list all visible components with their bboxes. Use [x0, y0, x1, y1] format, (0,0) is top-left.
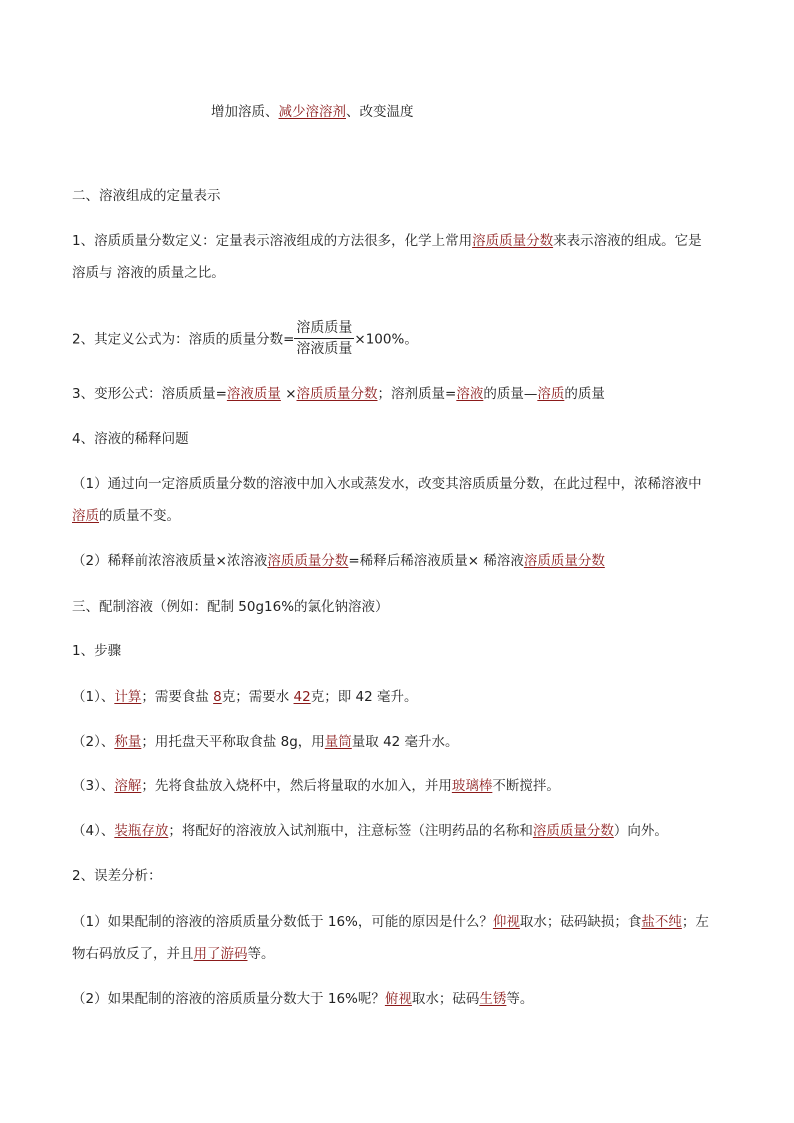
step-1 — [72, 687, 417, 707]
fraction — [294, 319, 354, 358]
underlined-answer: 8 — [213, 689, 222, 705]
step-3 — [72, 776, 560, 796]
text: 不断搅拌。 — [492, 778, 560, 794]
text: ）向外。 — [613, 823, 668, 839]
underlined-answer: 42 — [293, 689, 311, 705]
formula-line — [72, 320, 418, 359]
text: 物右码放反了，并且 — [72, 946, 194, 962]
text: ；左 — [681, 914, 709, 930]
underlined-answer: 生锈 — [479, 991, 507, 1007]
text: ；用托盘天平称取食盐 8g，用 — [141, 734, 325, 750]
underlined-answer: 盐不纯 — [641, 914, 682, 930]
section-heading-3: 三、配制溶液（例如：配制 50g16%的氯化钠溶液） — [72, 599, 389, 615]
text: × — [280, 386, 297, 402]
text: 的质量 — [564, 386, 605, 402]
text: =稀释后稀溶液质量× 稀溶液 — [348, 553, 524, 569]
underlined-answer: 用了游码 — [193, 946, 248, 962]
dilution-formula-line — [72, 551, 605, 571]
text: 的质量不变。 — [99, 508, 180, 524]
definition-line-1 — [72, 231, 702, 251]
underlined-answer: 溶质质量分数 — [296, 386, 378, 402]
dilution-line-2 — [72, 506, 180, 526]
text: 增加溶质、 — [211, 104, 279, 120]
text: 1、溶质质量分数定义：定量表示溶液组成的方法很多，化学上常用 — [72, 233, 473, 249]
underlined-answer: 溶液 — [456, 386, 484, 402]
text: 3、变形公式：溶质质量= — [72, 386, 227, 402]
underlined-answer: 溶质质量分数 — [267, 553, 349, 569]
text: （1）如果配制的溶液的溶质质量分数低于 16%，可能的原因是什么？ — [72, 914, 493, 930]
underlined-answer: 俯视 — [384, 991, 412, 1007]
text: ；需要食盐 — [141, 689, 214, 705]
steps-heading: 1、步骤 — [72, 643, 122, 659]
underlined-answer: 量筒 — [324, 734, 352, 750]
fraction-numerator: 溶质质量 — [294, 319, 354, 339]
underlined-answer: 溶质 — [537, 386, 565, 402]
error-line-3 — [72, 989, 533, 1009]
text: 量取 42 毫升水。 — [351, 734, 459, 750]
underlined-answer: 计算 — [114, 689, 142, 705]
text: 取水；砝码 — [411, 991, 480, 1007]
step-4 — [72, 821, 668, 841]
text: ；将配好的溶液放入试剂瓶中，注意标签（注明药品的名称和 — [168, 823, 533, 839]
text: 来表示溶液的组成。它是 — [553, 233, 702, 249]
underlined-answer: 溶质质量分数 — [523, 553, 605, 569]
text: 取水；砝码缺损；食 — [519, 914, 642, 930]
transform-formula-line — [72, 384, 605, 404]
error-line-1 — [72, 912, 709, 932]
underlined-answer: 溶液质量 — [226, 386, 281, 402]
text: ；先将食盐放入烧杯中，然后将量取的水加入，并用 — [141, 778, 452, 794]
text: （1）、 — [72, 689, 115, 705]
text: （2）稀释前浓溶液质量×浓溶液 — [72, 553, 268, 569]
underlined-answer: 溶质 — [72, 508, 99, 524]
error-line-2 — [72, 944, 275, 964]
underlined-answer: 减少溶溶剂 — [278, 104, 346, 120]
dilution-heading: 4、溶液的稀释问题 — [72, 431, 189, 447]
text: ×100%。 — [354, 331, 418, 348]
text: 等。 — [247, 946, 275, 962]
text: 克；需要水 — [221, 689, 294, 705]
text: 克；即 42 毫升。 — [310, 689, 418, 705]
underlined-answer: 溶质质量分数 — [472, 233, 554, 249]
text: （4）、 — [72, 823, 115, 839]
text: （2）、 — [72, 734, 115, 750]
underlined-answer: 称量 — [114, 734, 142, 750]
text: 等。 — [506, 991, 534, 1007]
section-heading-2: 二、溶液组成的定量表示 — [72, 188, 221, 204]
underlined-answer: 玻璃棒 — [451, 778, 493, 794]
step-2 — [72, 732, 459, 752]
underlined-answer: 仰视 — [492, 914, 520, 930]
dilution-line-1: （1）通过向一定溶质质量分数的溶液中加入水或蒸发水，改变其溶质质量分数，在此过程中，浓稀溶液中 — [72, 476, 702, 492]
text: （2）如果配制的溶液的溶质质量分数大于 16%呢？ — [72, 991, 385, 1007]
text: 2、其定义公式为：溶质的质量分数= — [72, 331, 295, 348]
error-analysis-heading: 2、误差分析： — [72, 868, 162, 884]
text: （3）、 — [72, 778, 115, 794]
text: 、改变温度 — [346, 104, 414, 120]
intro-line — [211, 102, 414, 122]
text: ；溶剂质量= — [377, 386, 457, 402]
text: 的质量— — [483, 386, 538, 402]
underlined-answer: 装瓶存放 — [114, 823, 169, 839]
underlined-answer: 溶质质量分数 — [532, 823, 614, 839]
fraction-denominator: 溶液质量 — [296, 341, 353, 357]
underlined-answer: 溶解 — [114, 778, 142, 794]
definition-line-2: 溶质与 溶液的质量之比。 — [72, 265, 225, 281]
